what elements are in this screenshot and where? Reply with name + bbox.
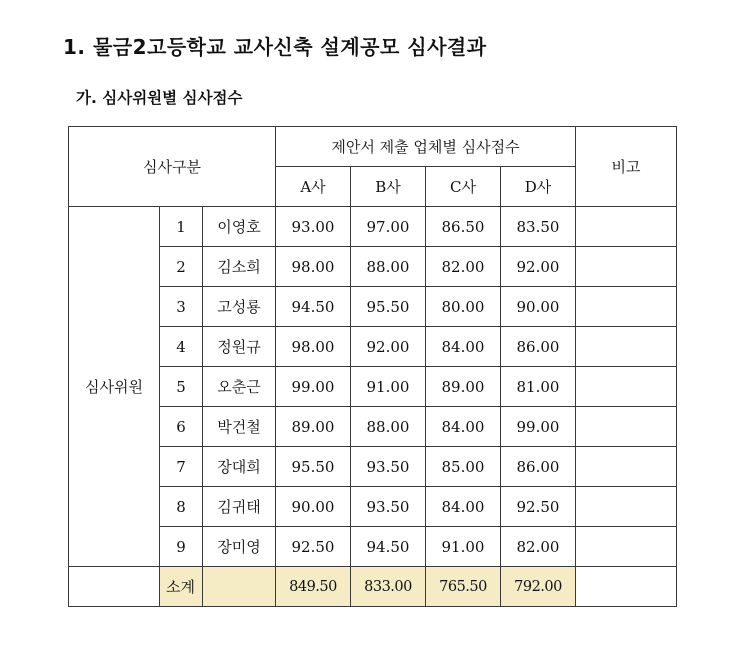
judge-name: 장미영 — [203, 527, 276, 567]
row-number: 9 — [160, 527, 203, 567]
table-row — [69, 447, 677, 487]
remark-cell — [576, 207, 677, 247]
score-cell: 86.00 — [501, 327, 576, 367]
score-cell: 92.50 — [501, 487, 576, 527]
remark-cell — [576, 447, 677, 487]
remark-cell — [576, 527, 677, 567]
score-cell: 86.50 — [426, 207, 501, 247]
row-number: 8 — [160, 487, 203, 527]
category-header: 심사구분 — [69, 127, 276, 207]
judge-name: 박건철 — [203, 407, 276, 447]
remark-cell — [576, 327, 677, 367]
remark-cell — [576, 247, 677, 287]
score-cell: 92.00 — [351, 327, 426, 367]
company-header-c: C사 — [426, 167, 501, 207]
score-cell: 83.50 — [501, 207, 576, 247]
score-cell: 94.50 — [276, 287, 351, 327]
company-header-d: D사 — [501, 167, 576, 207]
subtotal-label: 소계 — [160, 567, 203, 607]
subtotal-spacer — [203, 567, 276, 607]
score-cell: 82.00 — [426, 247, 501, 287]
score-cell: 82.00 — [501, 527, 576, 567]
score-cell: 99.00 — [501, 407, 576, 447]
judge-name: 이영호 — [203, 207, 276, 247]
table-row — [69, 527, 677, 567]
table-row — [69, 487, 677, 527]
subtotal-cell: 849.50 — [276, 567, 351, 607]
judge-name: 고성룡 — [203, 287, 276, 327]
judge-name: 장대희 — [203, 447, 276, 487]
score-cell: 91.00 — [426, 527, 501, 567]
score-cell: 95.50 — [276, 447, 351, 487]
score-cell: 90.00 — [276, 487, 351, 527]
subtotal-row — [69, 567, 677, 607]
remark-cell — [576, 287, 677, 327]
subtotal-cell: 765.50 — [426, 567, 501, 607]
table-row — [69, 327, 677, 367]
company-header-b: B사 — [351, 167, 426, 207]
score-cell: 84.00 — [426, 407, 501, 447]
row-number: 7 — [160, 447, 203, 487]
row-number: 4 — [160, 327, 203, 367]
page-title: 1. 물금2고등학교 교사신축 설계공모 심사결과 — [63, 35, 487, 59]
judge-name: 정원규 — [203, 327, 276, 367]
score-cell: 86.00 — [501, 447, 576, 487]
score-cell: 94.50 — [351, 527, 426, 567]
score-cell: 98.00 — [276, 247, 351, 287]
table-row — [69, 367, 677, 407]
score-cell: 93.00 — [276, 207, 351, 247]
scores-group-header: 제안서 제출 업체별 심사점수 — [276, 127, 576, 167]
score-cell: 80.00 — [426, 287, 501, 327]
score-cell: 89.00 — [276, 407, 351, 447]
section-subtitle: 가. 심사위원별 심사점수 — [76, 89, 243, 107]
score-cell: 84.00 — [426, 327, 501, 367]
score-cell: 85.00 — [426, 447, 501, 487]
row-number: 3 — [160, 287, 203, 327]
remarks-header: 비고 — [576, 127, 677, 207]
score-cell: 88.00 — [351, 407, 426, 447]
score-cell: 81.00 — [501, 367, 576, 407]
judges-group-label: 심사위원 — [69, 207, 160, 567]
score-cell: 98.00 — [276, 327, 351, 367]
subtotal-remark-cell — [576, 567, 677, 607]
score-cell: 90.00 — [501, 287, 576, 327]
row-number: 5 — [160, 367, 203, 407]
subtotal-cell: 833.00 — [351, 567, 426, 607]
row-number: 1 — [160, 207, 203, 247]
score-cell: 92.50 — [276, 527, 351, 567]
judge-name: 김귀태 — [203, 487, 276, 527]
company-header-a: A사 — [276, 167, 351, 207]
table-row — [69, 247, 677, 287]
score-cell: 97.00 — [351, 207, 426, 247]
score-cell: 99.00 — [276, 367, 351, 407]
subtotal-cell: 792.00 — [501, 567, 576, 607]
score-cell: 84.00 — [426, 487, 501, 527]
score-cell: 92.00 — [501, 247, 576, 287]
score-cell: 88.00 — [351, 247, 426, 287]
remark-cell — [576, 407, 677, 447]
remark-cell — [576, 487, 677, 527]
score-cell: 89.00 — [426, 367, 501, 407]
table-row — [69, 207, 677, 247]
judge-name: 김소희 — [203, 247, 276, 287]
table-row — [69, 287, 677, 327]
score-cell: 93.50 — [351, 447, 426, 487]
score-cell: 93.50 — [351, 487, 426, 527]
table-row — [69, 407, 677, 447]
row-number: 2 — [160, 247, 203, 287]
score-table — [68, 126, 677, 607]
judge-name: 오춘근 — [203, 367, 276, 407]
score-cell: 95.50 — [351, 287, 426, 327]
row-number: 6 — [160, 407, 203, 447]
score-cell: 91.00 — [351, 367, 426, 407]
remark-cell — [576, 367, 677, 407]
